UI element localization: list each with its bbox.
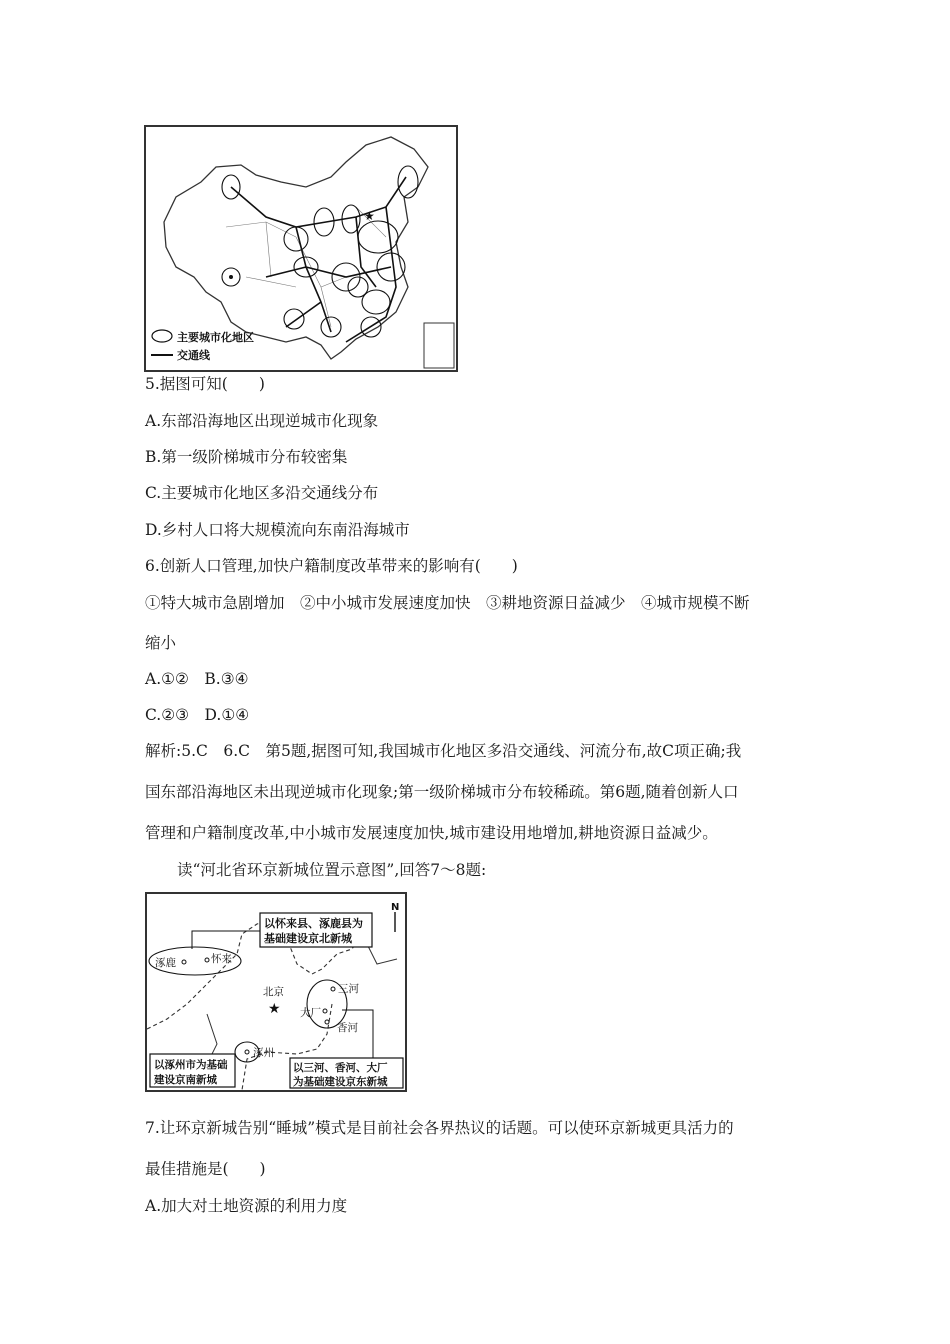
q7-stem-line1: 7.让环京新城告别“睡城”模式是目前社会各界热议的话题。可以使环京新城更具活力的 [145, 1119, 734, 1137]
zhuolu-label: 涿鹿 [155, 957, 176, 969]
south-box-text-2: 建设京南新城 [154, 1074, 217, 1086]
china-outline [164, 137, 428, 359]
beijing-label: 北京 [263, 986, 284, 998]
south-sea-inset [424, 323, 454, 368]
q6-items-line2: 缩小 [145, 634, 177, 652]
china-map-svg [146, 127, 456, 370]
q6-options-row2: C.②③ D.①④ [145, 706, 250, 724]
zhuolu-dot [182, 960, 186, 964]
q5-option-c: C.主要城市化地区多沿交通线分布 [145, 484, 379, 502]
q6-items-line1: ①特大城市急剧增加 ②中小城市发展速度加快 ③耕地资源日益减少 ④城市规模不断 [145, 594, 750, 612]
q7-stem-line2: 最佳措施是( ) [145, 1160, 266, 1178]
dachang-dot [323, 1009, 327, 1013]
q5-stem: 5.据图可知( ) [145, 375, 265, 393]
q5-option-b: B.第一级阶梯城市分布较密集 [145, 448, 348, 466]
analysis-line2: 国东部沿海地区未出现逆城市化现象;第一级阶梯城市分布较稀疏。第6题,随着创新人口 [145, 783, 739, 801]
east-box-text-2: 为基础建设京东新城 [293, 1076, 388, 1088]
xianghe-dot [325, 1020, 329, 1024]
q7-option-a: A.加大对土地资源的利用力度 [145, 1197, 348, 1215]
beijing-star-icon: ★ [268, 1001, 281, 1017]
sanhe-label: 三河 [338, 983, 359, 995]
legend-circle-icon [152, 330, 172, 342]
dachang-label: 大厂 [300, 1007, 321, 1019]
sanhe-dot [331, 987, 335, 991]
capital-star-icon: ★ [364, 209, 375, 223]
intro-7-8: 读“河北省环京新城位置示意图”,回答7～8题: [177, 861, 487, 879]
hebei-map-svg [147, 894, 405, 1090]
q5-option-d: D.乡村人口将大规模流向东南沿海城市 [145, 521, 410, 539]
legend-transport-label: 交通线 [177, 349, 210, 362]
q5-option-a: A.东部沿海地区出现逆城市化现象 [145, 412, 379, 430]
north-box-text-2: 基础建设京北新城 [264, 932, 352, 945]
zhuozhou-dot [245, 1050, 249, 1054]
analysis-line1: 解析:5.C 6.C 第5题,据图可知,我国城市化地区多沿交通线、河流分布,故C项正确;我 [145, 742, 742, 760]
analysis-line3: 管理和户籍制度改革,中小城市发展速度加快,城市建设用地增加,耕地资源日益减少。 [145, 824, 718, 842]
xianghe-label: 香河 [337, 1022, 358, 1034]
huailai-label: 怀来 [211, 953, 232, 965]
china-urbanization-map [144, 125, 458, 372]
hebei-newtown-map [145, 892, 407, 1092]
q6-stem: 6.创新人口管理,加快户籍制度改革带来的影响有( ) [145, 557, 518, 575]
huailai-dot [205, 958, 209, 962]
q6-options-row1: A.①② B.③④ [145, 670, 249, 688]
east-box-text-1: 以三河、香河、大厂 [293, 1062, 388, 1074]
zhuozhou-label: 涿州 [253, 1047, 274, 1059]
legend-urban-label: 主要城市化地区 [177, 331, 254, 344]
south-box-text-1: 以涿州市为基础 [154, 1059, 228, 1071]
north-box-text-1: 以怀来县、涿鹿县为 [264, 917, 363, 930]
north-label: N [391, 902, 400, 913]
